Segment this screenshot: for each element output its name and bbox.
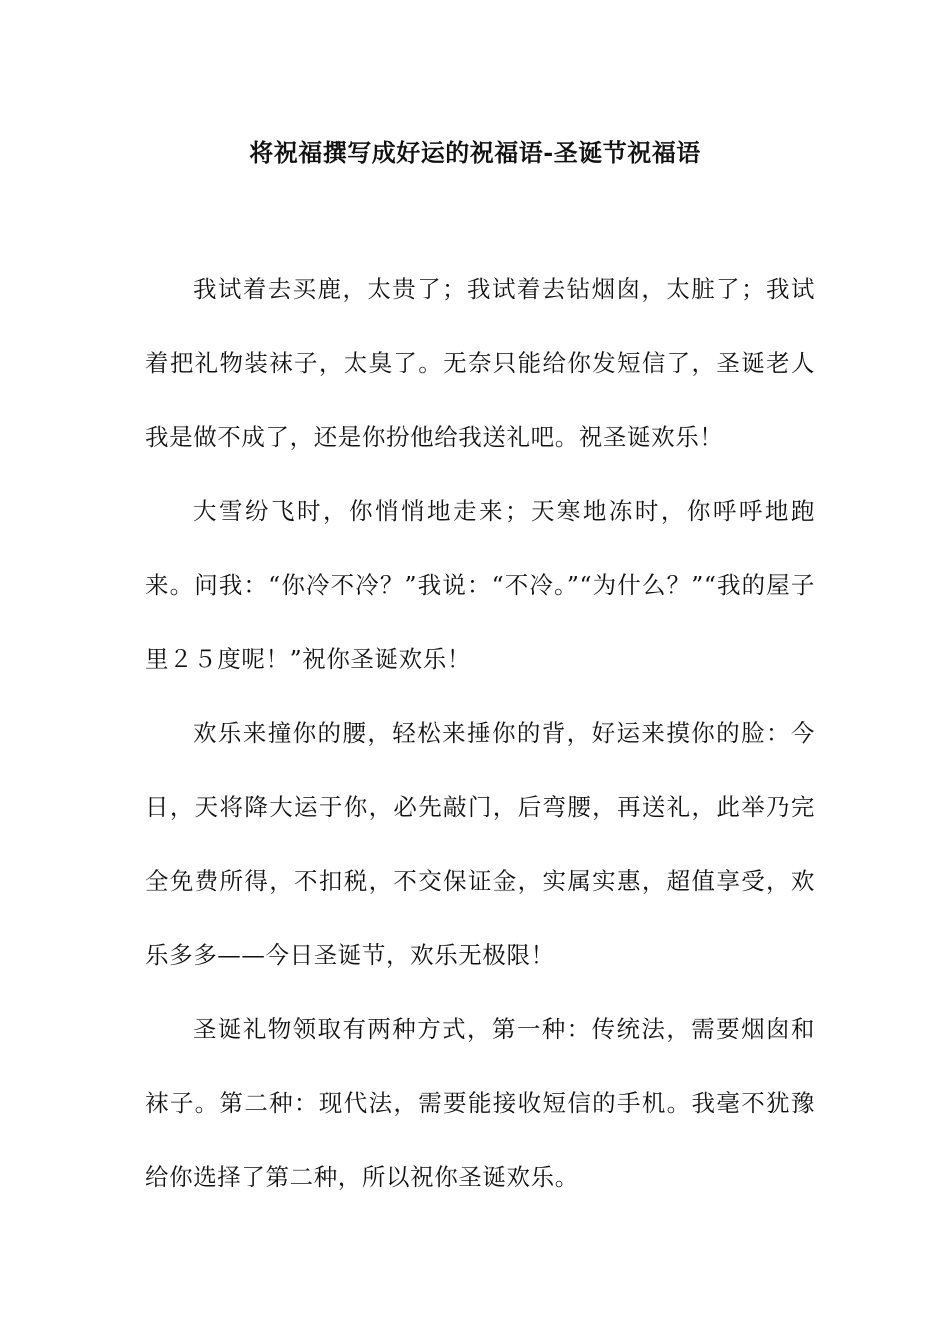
document-title: 将祝福撰写成好运的祝福语-圣诞节祝福语 bbox=[249, 138, 701, 167]
paragraph-4: 圣诞礼物领取有两种方式，第一种：传统法，需要烟囱和袜子。第二种：现代法，需要能接收短信的手机。我毫不犹豫给你选择了第二种，所以祝你圣诞欢乐。 bbox=[145, 1015, 815, 1191]
paragraph-2: 大雪纷飞时，你悄悄地走来；天寒地冻时，你呼呼地跑来。问我：“你冷不冷？”我说：“不冷。”“为什么？”“我的屋子里２５度呢！”祝你圣诞欢乐！ bbox=[145, 497, 815, 673]
paragraph-1: 我试着去买鹿，太贵了；我试着去钻烟囱，太脏了；我试着把礼物装袜子，太臭了。无奈只能给你发短信了，圣诞老人我是做不成了，还是你扮他给我送礼吧。祝圣诞欢乐！ bbox=[145, 275, 815, 451]
document-body bbox=[145, 252, 815, 1214]
paragraph-3: 欢乐来撞你的腰，轻松来捶你的背，好运来摸你的脸：今日，天将降大运于你，必先敲门，后弯腰，再送礼，此举乃完全免费所得，不扣税，不交保证金，实属实惠，超值享受，欢乐多多——今日圣诞节，欢乐无极限！ bbox=[145, 719, 815, 969]
